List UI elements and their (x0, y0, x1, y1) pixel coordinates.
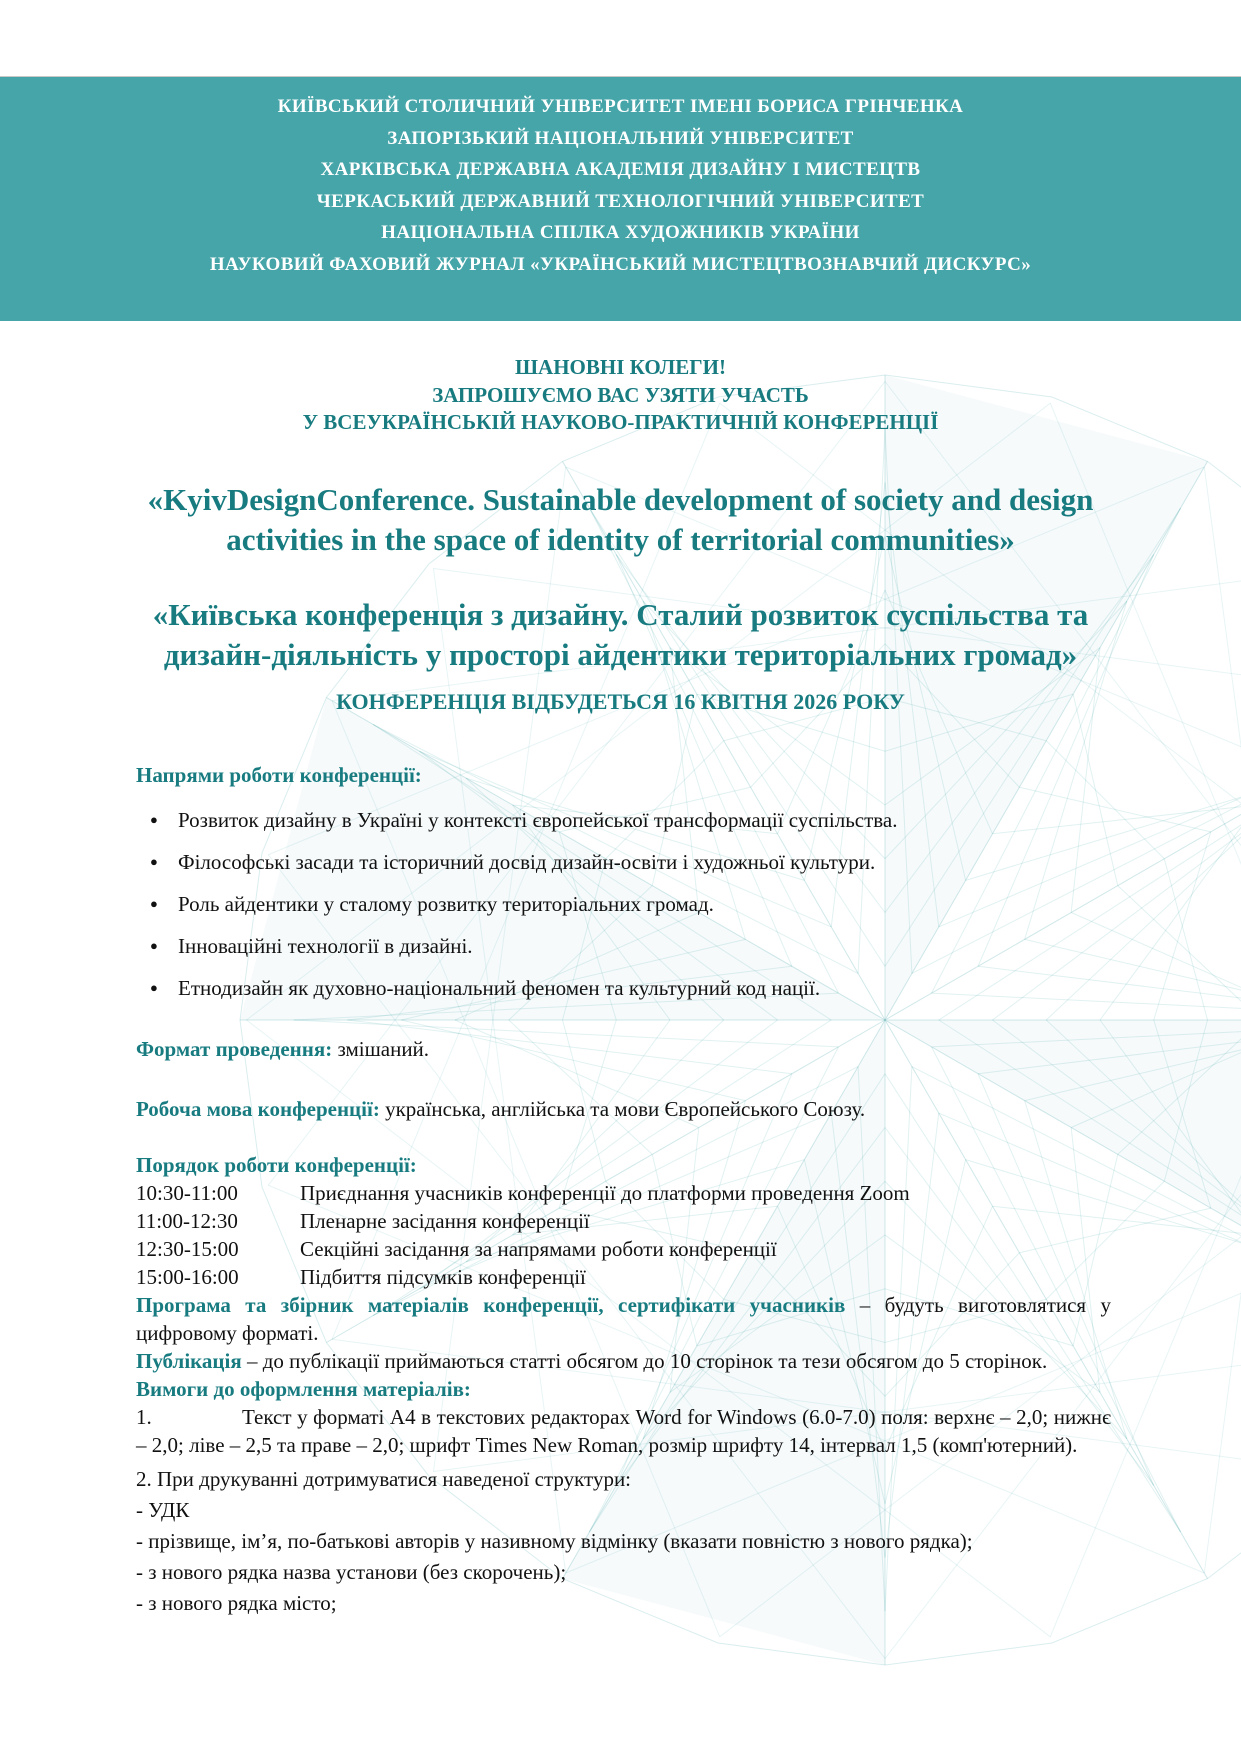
list-item (136, 974, 1111, 1002)
title-line: «Київська конференція з дизайну. Сталий розвиток суспільства та (152, 596, 1089, 632)
invitation-block (0, 354, 1241, 437)
agenda-activity: Підбиття підсумків конференції (300, 1264, 586, 1289)
structure-line: - УДК (136, 1497, 190, 1522)
agenda-activity: Приєднання учасників конференції до платформи проведення Zoom (300, 1180, 910, 1205)
organizer-line: ЗАПОРІЗЬКИЙ НАЦІОНАЛЬНИЙ УНІВЕРСИТЕТ (387, 127, 854, 149)
agenda-activity: Пленарне засідання конференції (300, 1208, 590, 1233)
agenda-time: 11:00-12:30 (136, 1208, 238, 1233)
invitation-line: ШАНОВНІ КОЛЕГИ! (515, 355, 726, 379)
list-item-text: Етнодизайн як духовно-національний феномен та культурний код нації. (178, 975, 821, 1000)
list-item (136, 848, 1111, 876)
structure-line: - з нового рядка назва установи (без скорочень); (136, 1559, 567, 1584)
language-line (136, 1095, 1111, 1123)
program-lead: Програма та збірник матеріалів конференції, сертифікати учасників (136, 1292, 846, 1317)
format-label: Формат проведення: (136, 1036, 333, 1061)
document-content (0, 76, 1241, 1617)
agenda-time: 10:30-11:00 (136, 1180, 238, 1205)
agenda-time: 15:00-16:00 (136, 1264, 239, 1289)
list-item (136, 890, 1111, 918)
list-item-text: Інноваційні технології в дизайні. (178, 933, 473, 958)
requirement-number: 1. (136, 1404, 152, 1429)
bullet-icon: ● (150, 895, 158, 911)
invitation-line: ЗАПРОШУЄМО ВАС УЗЯТИ УЧАСТЬ (432, 382, 809, 407)
requirement-item-1 (136, 1403, 1111, 1459)
topics-heading: Напрями роботи конференції: (136, 762, 422, 787)
publication-paragraph (136, 1347, 1111, 1375)
conference-title-en (0, 480, 1241, 560)
document-body (0, 761, 1241, 1617)
table-row (136, 1235, 1111, 1263)
structure-line: - з нового рядка місто; (136, 1590, 337, 1615)
format-line (136, 1035, 1111, 1063)
organizer-line: НАЦІОНАЛЬНА СПІЛКА ХУДОЖНИКІВ УКРАЇНИ (381, 222, 860, 243)
title-line: дизайн-діяльність у просторі айдентики територіальних громад» (163, 636, 1078, 672)
organizer-line: ХАРКІВСЬКА ДЕРЖАВНА АКАДЕМІЯ ДИЗАЙНУ І МИСТЕЦТВ (320, 159, 921, 180)
organizer-line: НАУКОВИЙ ФАХОВИЙ ЖУРНАЛ «УКРАЇНСЬКИЙ МИСТЕЦТВОЗНАВЧИЙ ДИСКУРС» (209, 253, 1032, 275)
agenda-table (136, 1179, 1111, 1291)
table-row (136, 1179, 1111, 1207)
topics-list (136, 806, 1111, 1002)
agenda-activity: Секційні засідання за напрямами роботи конференції (300, 1236, 777, 1261)
requirement-text: Текст у форматі А4 в текстових редакторах Word for Windows (6.0-7.0) поля: верхнє – 2,0; нижнє – 2,0; ліве – 2,5 та праве – 2,0; шрифт Times New Roman, розмір шрифту 14, інтервал 1,5 (комп'ютерний). (136, 1404, 1111, 1457)
title-line: activities in the space of identity of territorial communities» (226, 521, 1015, 557)
title-line: «KyivDesignConference. Sustainable development of society and design (147, 481, 1094, 517)
bullet-icon: ● (150, 811, 158, 827)
list-item-text: Роль айдентики у сталому розвитку територіальних громад. (178, 891, 714, 916)
requirements-heading: Вимоги до оформлення матеріалів: (136, 1376, 471, 1401)
conference-title-uk (0, 595, 1241, 675)
organizer-line: ЧЕРКАСЬКИЙ ДЕРЖАВНИЙ ТЕХНОЛОГІЧНИЙ УНІВЕРСИТЕТ (316, 190, 925, 212)
program-paragraph (136, 1291, 1111, 1347)
bullet-icon: ● (150, 979, 158, 995)
publication-lead: Публікація (136, 1348, 242, 1373)
table-row (136, 1263, 1111, 1291)
agenda-heading: Порядок роботи конференції: (136, 1152, 417, 1177)
list-item-text: Розвиток дизайну в Україні у контексті європейської трансформації суспільства. (178, 807, 898, 832)
language-label: Робоча мова конференції: (136, 1096, 380, 1121)
bullet-icon: ● (150, 853, 158, 869)
language-value: українська, англійська та мови Європейського Союзу. (385, 1096, 866, 1121)
organizer-line: КИЇВСЬКИЙ СТОЛИЧНИЙ УНІВЕРСИТЕТ ІМЕНІ БОРИСА ГРІНЧЕНКА (277, 96, 964, 117)
list-item (136, 806, 1111, 834)
structure-line: - прізвище, ім’я, по-батькові авторів у називному відмінку (вказати повністю з нового рядка); (136, 1528, 973, 1553)
bullet-icon: ● (150, 937, 158, 953)
program-rest: – будуть виготовлятися у цифровому форматі. (136, 1292, 1111, 1345)
requirement-item-2: 2. При друкуванні дотримуватися наведеної структури: (136, 1466, 632, 1491)
format-value: змішаний. (337, 1036, 430, 1061)
list-item-text: Філософські засади та історичний досвід дизайн-освіти і художньої культури. (178, 849, 876, 874)
organizers-header (0, 76, 1241, 321)
list-item (136, 932, 1111, 960)
agenda-time: 12:30-15:00 (136, 1236, 239, 1261)
conference-date: КОНФЕРЕНЦІЯ ВІДБУДЕТЬСЯ 16 КВІТНЯ 2026 РОКУ (336, 688, 905, 714)
table-row (136, 1207, 1111, 1235)
publication-rest: – до публікації приймаються статті обсягом до 10 сторінок та тези обсягом до 5 сторінок. (246, 1348, 1048, 1373)
invitation-line: У ВСЕУКРАЇНСЬКІЙ НАУКОВО-ПРАКТИЧНІЙ КОНФЕРЕНЦІЇ (302, 410, 939, 434)
